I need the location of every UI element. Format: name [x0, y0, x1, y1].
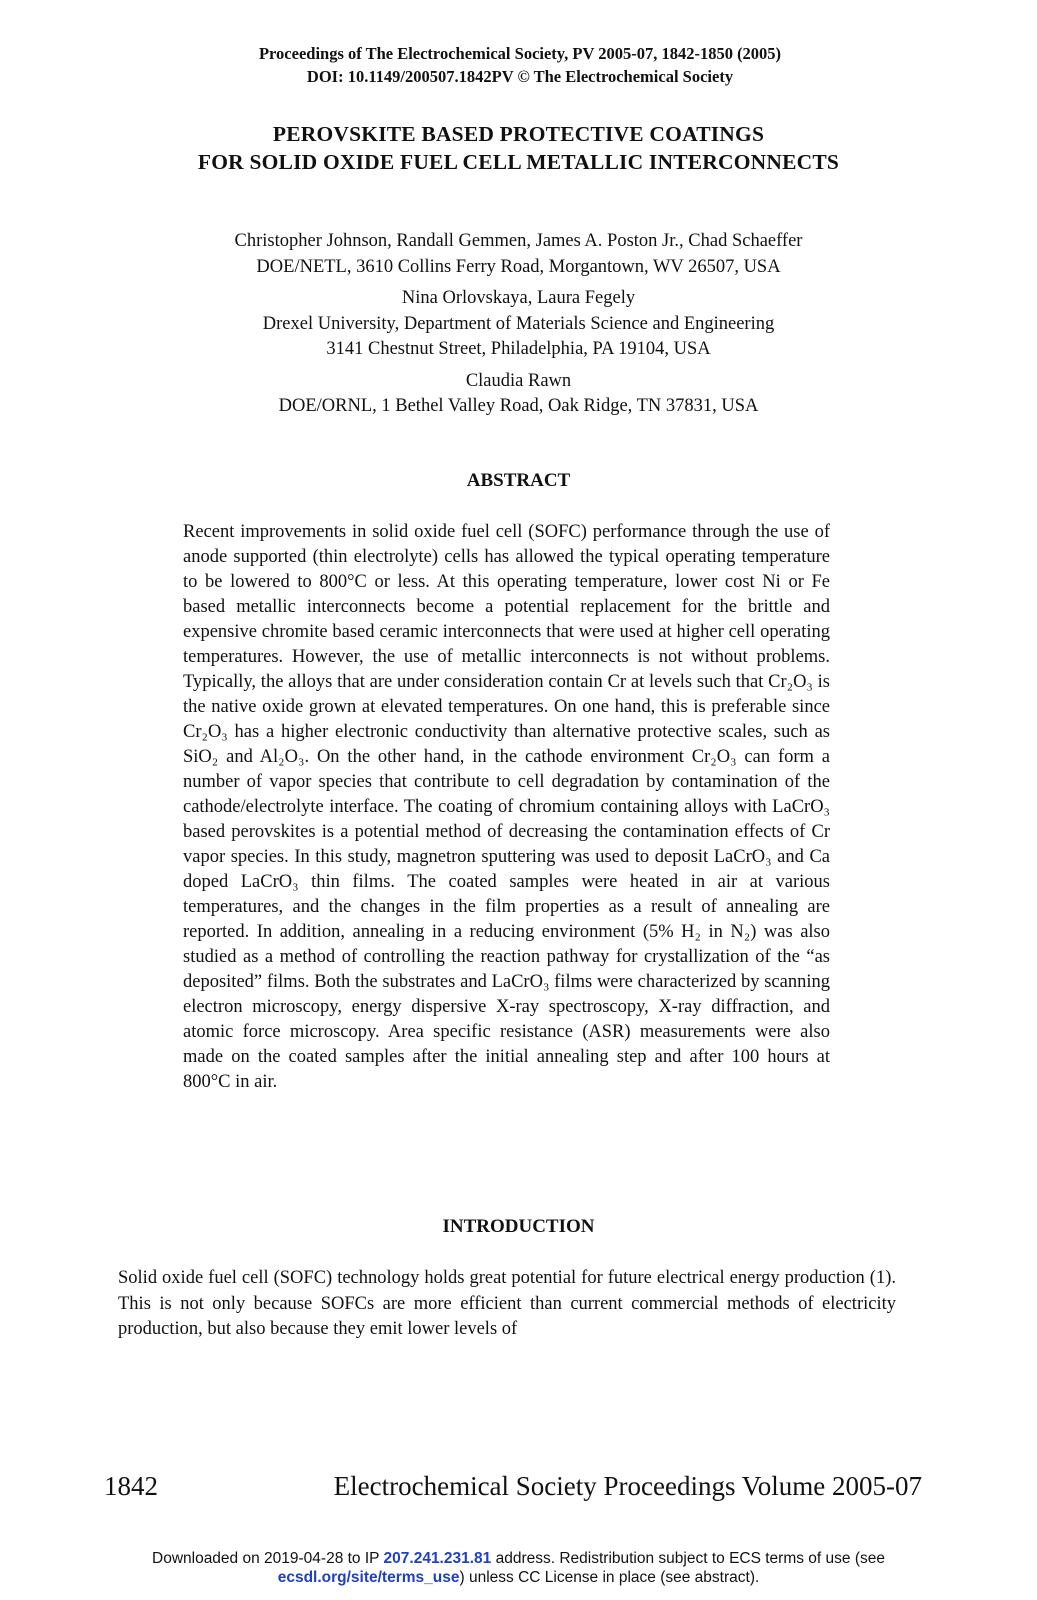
ip-address-link[interactable]: 207.241.231.81 — [383, 1550, 492, 1567]
author-group — [100, 369, 937, 420]
author-affiliation: Drexel University, Department of Materials Science and Engineering — [262, 313, 775, 334]
author-group — [100, 229, 937, 280]
title-line-2: FOR SOLID OXIDE FUEL CELL METALLIC INTERCONNECTS — [197, 150, 840, 174]
author-affiliation: 3141 Chestnut Street, Philadelphia, PA 19104, USA — [326, 339, 711, 359]
abstract-heading: ABSTRACT — [466, 470, 571, 491]
paper-title — [60, 120, 977, 176]
download-text: Downloaded on 2019-04-28 to IP — [152, 1550, 384, 1567]
introduction-heading: INTRODUCTION — [442, 1216, 595, 1237]
introduction-text: Solid oxide fuel cell (SOFC) technology holds great potential for future electrical energy production (1). This is not only because SOFCs are more efficient than current commercial methods of electricity production, but also because they emit lower levels of — [118, 1268, 896, 1339]
download-text: ) unless CC License in place (see abstract). — [459, 1569, 760, 1586]
author-names: Claudia Rawn — [465, 370, 572, 391]
header-doi: DOI: 10.1149/200507.1842PV © The Electrochemical Society — [306, 67, 734, 86]
terms-link[interactable]: ecsdl.org/site/terms_use — [277, 1569, 460, 1586]
journal-name: Electrochemical Society Proceedings Volume 2005-07 — [333, 1471, 922, 1501]
download-notice — [60, 1549, 977, 1587]
author-affiliation: DOE/NETL, 3610 Collins Ferry Road, Morgantown, WV 26507, USA — [256, 256, 781, 277]
author-names: Christopher Johnson, Randall Gemmen, James A. Poston Jr., Chad Schaeffer — [234, 231, 803, 251]
download-text: address. Redistribution subject to ECS terms of use (see — [491, 1550, 885, 1567]
header-citation: Proceedings of The Electrochemical Society, PV 2005-07, 1842-1850 (2005) — [258, 44, 782, 63]
proceedings-header — [170, 42, 870, 88]
author-names: Nina Orlovskaya, Laura Fegely — [401, 288, 636, 308]
author-affiliation: DOE/ORNL, 1 Bethel Valley Road, Oak Ridge, TN 37831, USA — [278, 396, 759, 416]
title-line-1: PEROVSKITE BASED PROTECTIVE COATINGS — [272, 122, 765, 146]
abstract-text: Recent improvements in solid oxide fuel cell (SOFC) performance through the use of anode supported (thin electrolyte) cells has allowed the typical operating temperature to be lowered to 800°C or less. At this operating temperature, lower cost Ni or Fe based metallic interconnects become a potential replacement for the brittle and expensive chromite based ceramic interconnects that were used at higher cell operating temperatures. However, the use of metallic interconnects is not without problems. Typically, the alloys that are under consideration contain Cr at levels such that Cr₂O₃ is the native oxide grown at elevated temperatures. On one hand, this is preferable since Cr₂O₃ has a higher electronic conductivity than alternative protective scales, such as SiO₂ and Al₂O₃. On the other hand, in the cathode environment Cr₂O₃ can form a number of vapor species that contribute to cell degradation by contamination of the cathode/electrolyte interface. The coating of chromium containing alloys with LaCrO₃ based perovskites is a potential method of decreasing the contamination effects of Cr vapor species. In this study, magnetron sputtering was used to deposit LaCrO₃ and Ca doped LaCrO₃ thin films. The coated samples were heated in air at various temperatures, and the changes in the film properties as a result of annealing are reported. In addition, annealing in a reducing environment (5% H₂ in N₂) was also studied as a method of controlling the reaction pathway for crystallization of the “as deposited” films. Both the substrates and LaCrO₃ films were characterized by scanning electron microscopy, energy dispersive X-ray spectroscopy, X-ray diffraction, and atomic force microscopy. Area specific resistance (ASR) measurements were also made on the coated samples after the initial annealing step and after 100 hours at 800°C in air. — [183, 522, 830, 1092]
author-group — [100, 286, 937, 363]
page-number: 1842 — [104, 1471, 158, 1501]
author-list — [100, 229, 937, 426]
